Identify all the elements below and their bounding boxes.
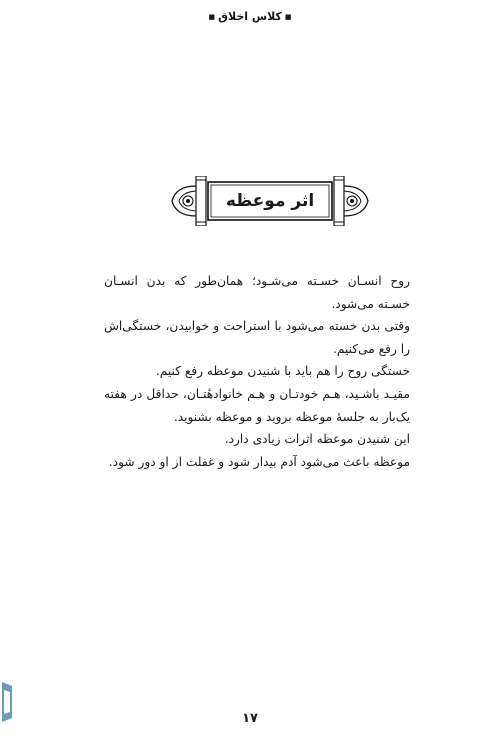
chapter-title-frame	[170, 176, 370, 226]
page-number: ۱۷	[242, 711, 258, 726]
publisher-logo-icon	[0, 680, 14, 724]
chapter-title: اثر موعظه	[225, 191, 315, 211]
running-head-text: کلاس اخلاق	[218, 10, 282, 23]
paragraph: این شنیدن موعظه اثرات زیادی دارد.	[224, 432, 410, 447]
body-text	[104, 270, 410, 473]
paragraph: وقتی بدن خسته می‌شود با استراحت و خوابیدن، خستگی‌اش را رفع می‌کنیم.	[104, 319, 410, 356]
paragraph: مقیـد باشـید، هـم خودتـان و هـم خانوادهٔتـان، حداقل در هفته یک‌بار به جلسهٔ موعظه بروید و موعظه بشنوید.	[104, 386, 410, 424]
running-head	[0, 10, 500, 23]
paragraph: خستگی روح را هم باید با شنیدن موعظه رفع کنیم.	[155, 364, 410, 379]
square-ornament-icon: ■	[208, 13, 216, 21]
paragraph: موعظه باعث می‌شود آدم بیدار شود و غفلت از او دور شود.	[108, 454, 410, 469]
square-ornament-icon: ■	[284, 13, 292, 21]
paragraph: روح انسـان خسـته می‌شـود؛ همان‌طور که بدن انسـان خسـته می‌شود.	[104, 274, 410, 311]
